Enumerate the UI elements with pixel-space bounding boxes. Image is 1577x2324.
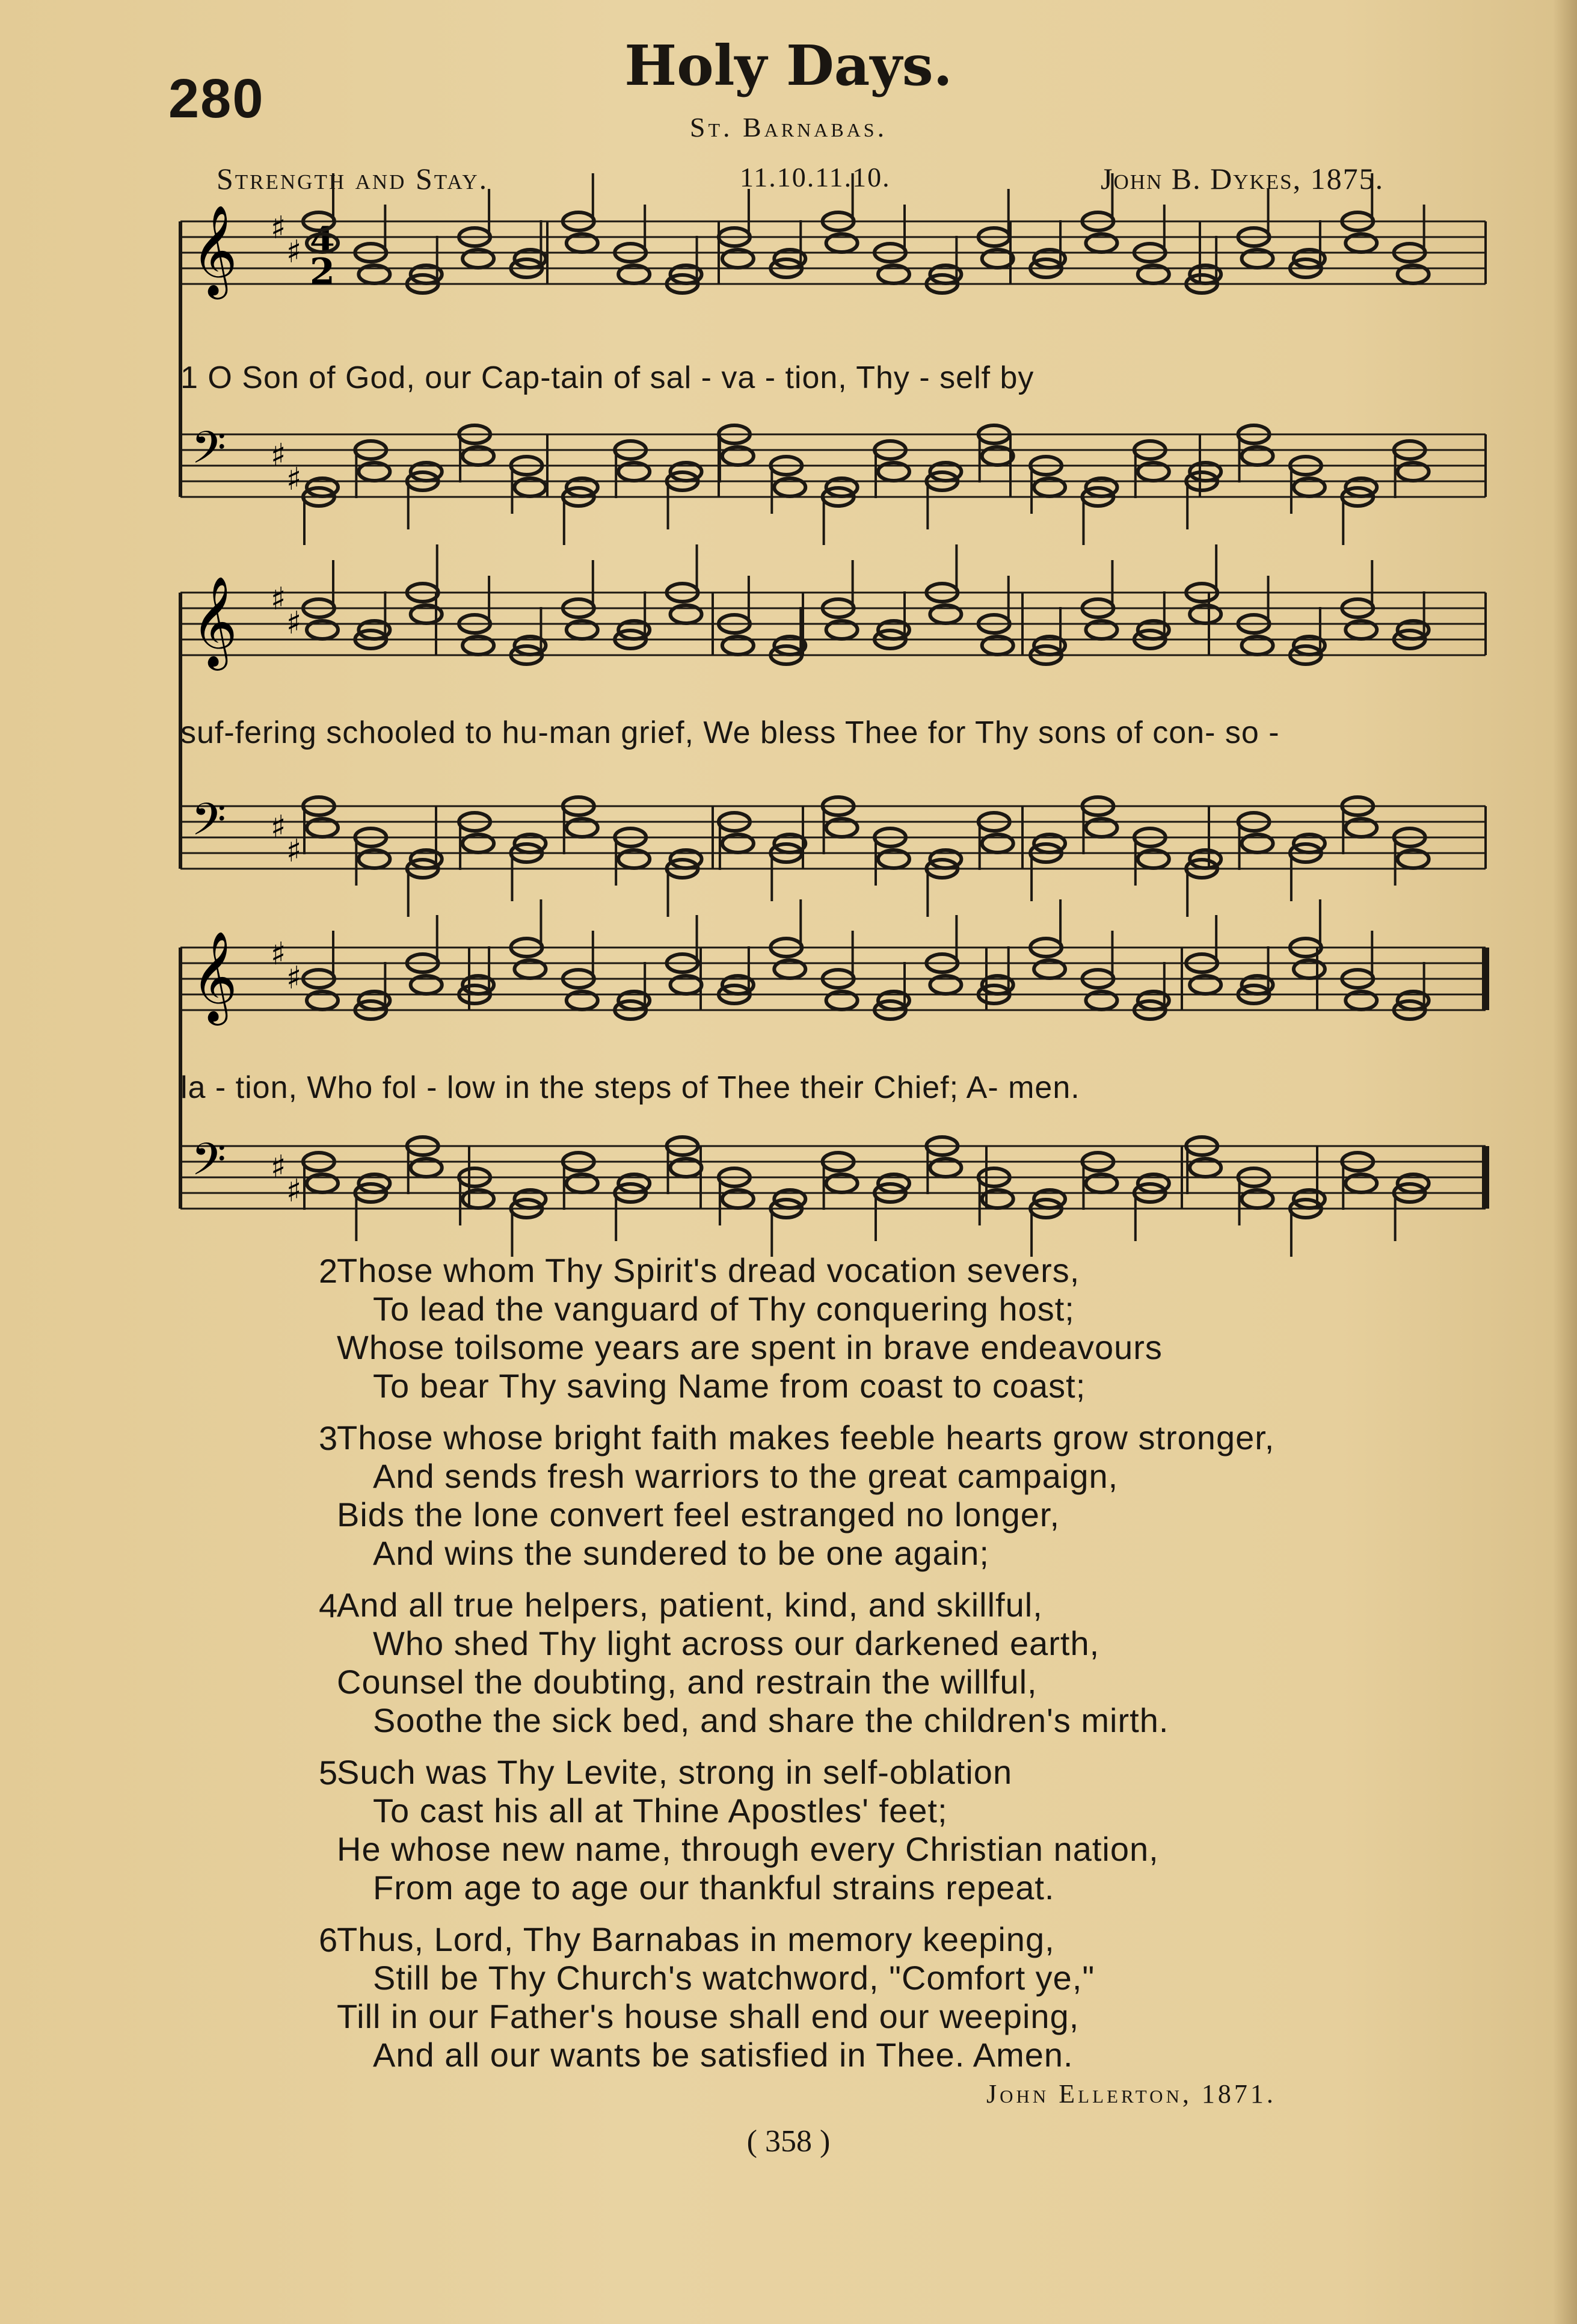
- sharp-icon: ♯: [286, 833, 302, 869]
- verse-line: And all our wants be satisfied in Thee. Amen.: [373, 2036, 1074, 2074]
- treble-clef-icon: 𝄞: [191, 930, 238, 1022]
- sharp-icon: ♯: [286, 1173, 302, 1209]
- verse-number: 2: [319, 1252, 338, 1290]
- sharp-icon: ♯: [271, 581, 286, 617]
- tune-name: Strength and Stay.: [217, 162, 489, 196]
- sharp-icon: ♯: [286, 960, 302, 996]
- sharp-icon: ♯: [271, 936, 286, 972]
- verse-line: From age to age our thankful strains repeat.: [373, 1869, 1055, 1906]
- staff-systems: [180, 204, 1486, 1209]
- verse-number: 6: [319, 1921, 338, 1959]
- sharp-icon: ♯: [286, 605, 302, 641]
- sharp-icon: ♯: [271, 809, 286, 845]
- lyric-line-2: suf-fering schooled to hu-man grief, We bless Thee for Thy sons of con- so -: [180, 715, 1280, 750]
- sharp-icon: ♯: [271, 437, 286, 473]
- meter: 11.10.11.10.: [740, 162, 891, 193]
- verse-line: Counsel the doubting, and restrain the willful,: [337, 1663, 1038, 1701]
- verse-line: Bids the lone convert feel estranged no longer,: [337, 1496, 1060, 1533]
- page-number: ( 358 ): [746, 2124, 831, 2159]
- verse-number: 4: [319, 1586, 338, 1624]
- verse-3: [319, 1419, 1480, 1573]
- verse-line: Thus, Lord, Thy Barnabas in memory keeping,: [337, 1920, 1055, 1958]
- verse-line: Till in our Father's house shall end our weeping,: [337, 1997, 1080, 2035]
- verse-line: And all true helpers, patient, kind, and skillful,: [337, 1586, 1043, 1624]
- bass-clef-icon: 𝄢: [191, 794, 226, 857]
- sharp-icon: ♯: [271, 1149, 286, 1185]
- verse-2: [319, 1251, 1480, 1405]
- verse-line: Still be Thy Church's watchword, "Comfort ye,": [373, 1959, 1095, 1997]
- treble-clef-icon: 𝄞: [191, 204, 238, 295]
- section-title: Holy Days.: [624, 33, 953, 98]
- time-signature: 2: [310, 251, 335, 293]
- tune-subtitle: St. Barnabas.: [689, 112, 888, 143]
- verse-5: [319, 1753, 1480, 1907]
- lyric-line-3: la - tion, Who fol - low in the steps of Thee their Chief; A- men.: [180, 1070, 1080, 1105]
- verse-4: [319, 1586, 1480, 1740]
- sharp-icon: ♯: [286, 234, 302, 270]
- treble-clef-icon: 𝄞: [191, 575, 238, 667]
- verse-line: He whose new name, through every Christian nation,: [337, 1830, 1159, 1868]
- hymn-number: 280: [168, 68, 265, 129]
- author-credit: John Ellerton, 1871.: [986, 2079, 1276, 2109]
- verse-6: [319, 1920, 1480, 2074]
- bass-clef-icon: 𝄢: [191, 422, 226, 485]
- sharp-icon: ♯: [286, 461, 302, 498]
- composer: John B. Dykes, 1875.: [1101, 162, 1385, 196]
- verse-line: Who shed Thy light across our darkened earth,: [373, 1624, 1100, 1662]
- verse-number: 3: [319, 1419, 338, 1457]
- verse-line: And sends fresh warriors to the great campaign,: [373, 1457, 1119, 1495]
- verse-line: To cast his all at Thine Apostles' feet;: [373, 1792, 948, 1829]
- verse-line: Soothe the sick bed, and share the children's mirth.: [373, 1701, 1169, 1739]
- verse-line: Such was Thy Levite, strong in self-oblation: [337, 1753, 1013, 1791]
- sharp-icon: ♯: [271, 210, 286, 246]
- verse-line: To bear Thy saving Name from coast to coast;: [373, 1367, 1086, 1405]
- verses: [319, 1251, 1480, 2088]
- lyric-line-1: 1 O Son of God, our Cap-tain of sal - va - tion, Thy - self by: [180, 360, 1034, 395]
- verse-line: To lead the vanguard of Thy conquering host;: [373, 1290, 1075, 1328]
- verse-line: Those whom Thy Spirit's dread vocation severs,: [337, 1251, 1080, 1289]
- time-signature: 4: [310, 220, 335, 262]
- verse-line: And wins the sundered to be one again;: [373, 1534, 989, 1572]
- verse-line: Those whose bright faith makes feeble hearts grow stronger,: [337, 1419, 1275, 1456]
- verse-line: Whose toilsome years are spent in brave endeavours: [337, 1328, 1163, 1366]
- bass-clef-icon: 𝄢: [191, 1133, 226, 1197]
- verse-number: 5: [319, 1754, 338, 1792]
